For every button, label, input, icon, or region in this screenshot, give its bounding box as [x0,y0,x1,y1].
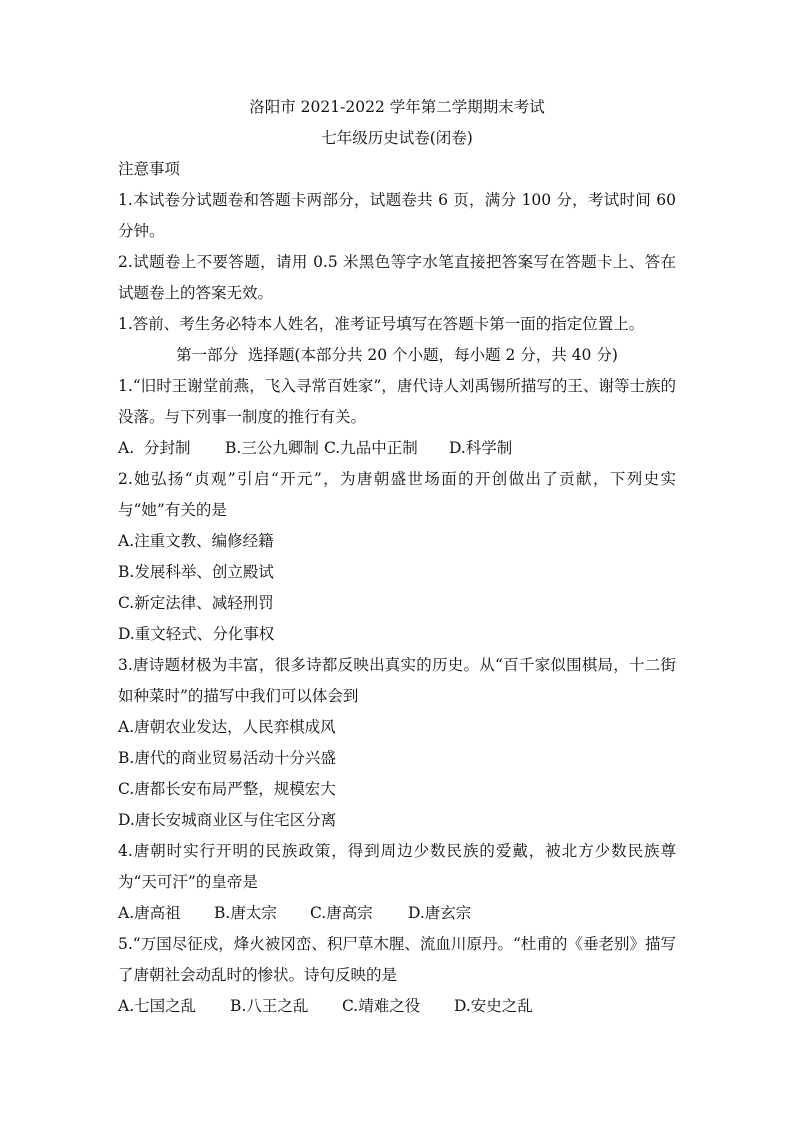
question-2-stem: 2.她弘扬“贞观”引启“开元”，为唐朝盛世场面的开创做出了贡献，下列史实与“她”有关的是 [118,470,676,519]
question-4-option-a: A.唐高祖 [118,904,181,922]
question-2-option-d: D.重文轻式、分化事权 [118,625,275,643]
question-5-option-b: B.八王之乱 [230,997,309,1015]
question-3-option-b: B.唐代的商业贸易活动十分兴盛 [118,749,336,767]
question-2-option-b: B.发展科举、创立殿试 [118,563,274,581]
question-4-options [118,898,676,929]
notice-heading: 注意事项 [118,160,181,178]
question-2-option-c: C.新定法律、减轻刑罚 [118,594,274,612]
notice-item-1: 1.本试卷分试题卷和答题卡两部分，试题卷共 6 页，满分 100 分，考试时间 60 分钟。 [118,191,676,240]
question-3-option-d: D.唐长安城商业区与住宅区分离 [118,811,337,829]
question-5-option-d: D.安史之乱 [454,997,533,1015]
question-4-option-c: C.唐高宗 [310,904,373,922]
question-3-option-a: A.唐朝农业发达，人民弈棋成风 [118,718,336,736]
notice-item-3: 1.答前、考生务必特本人姓名，准考证号填写在答题卡第一面的指定位置上。 [118,315,645,333]
exam-title: 洛阳市 2021-2022 学年第二学期期末考试 [249,98,545,116]
question-1-option-b: B.三公九卿制 [225,439,319,457]
question-5-option-c: C.靖难之役 [342,997,421,1015]
section-heading: 第一部分 选择题(本部分共 20 个小题，每小题 2 分，共 40 分) [176,346,618,364]
question-4-stem: 4.唐朝时实行开明的民族政策，得到周边少数民族的爱戴，被北方少数民族尊为“天可汗”的皇帝是 [118,842,676,891]
question-4-option-b: B.唐太宗 [214,904,277,922]
question-5-options [118,991,676,1022]
question-1-option-c: C.九品中正制 [324,439,418,457]
question-5-stem: 5.“万国尽征戍，烽火被冈峦、积尸草木腥、流血川原丹。“杜甫的《垂老别》描写了唐朝社会动乱时的惨状。诗句反映的是 [118,935,676,984]
question-4-option-d: D.唐玄宗 [408,904,472,922]
question-1-options [118,433,676,464]
question-3-option-c: C.唐都长安布局严整，规模宏大 [118,780,336,798]
question-5-option-a: A.七国之乱 [118,997,197,1015]
notice-item-2: 2.试题卷上不要答题，请用 0.5 米黑色等字水笔直接把答案写在答题卡上、答在试题卷上的答案无效。 [118,253,676,302]
question-1-option-a: A. 分封制 [118,439,191,457]
question-1-stem: 1.“旧时王谢堂前燕，飞入寻常百姓家”，唐代诗人刘禹锡所描写的王、谢等士族的没落。与下列事一制度的推行有关。 [118,377,676,426]
question-2-option-a: A.注重文教、编修经籍 [118,532,274,550]
exam-subtitle: 七年级历史试卷(闭卷) [321,129,473,147]
question-3-stem: 3.唐诗题材极为丰富，很多诗都反映出真实的历史。从“百千家似围棋局，十二街如种菜时”的描写中我们可以体会到 [118,656,676,705]
question-1-option-d: D.科学制 [449,439,513,457]
